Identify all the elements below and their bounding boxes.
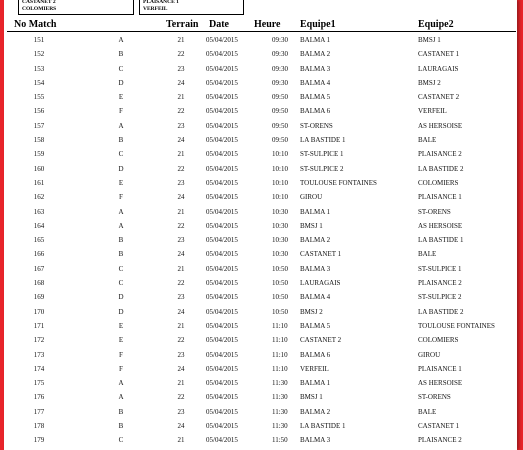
team-1: BALMA 4	[300, 293, 331, 302]
table-row	[4, 390, 517, 404]
team-2: CASTANET 1	[418, 422, 460, 431]
team-2: PLAISANCE 2	[418, 150, 462, 159]
group-letter: C	[118, 264, 124, 273]
match-number: 174	[33, 364, 45, 373]
table-row	[4, 362, 517, 376]
box-left-line2: COLOMIERS	[22, 6, 57, 12]
table-row	[4, 33, 517, 47]
match-time: 10:50	[272, 264, 288, 273]
match-number: 176	[33, 393, 45, 402]
table-row	[4, 376, 517, 390]
match-date: 05/04/2015	[206, 64, 238, 73]
match-number: 169	[33, 293, 45, 302]
header-heure: Heure	[254, 19, 281, 30]
table-row	[4, 419, 517, 433]
team-2: LA BASTIDE 2	[418, 164, 464, 173]
table-row	[4, 176, 517, 190]
match-time: 10:10	[272, 193, 288, 202]
table-row	[4, 276, 517, 290]
match-date: 05/04/2015	[206, 236, 238, 245]
team-1: TOULOUSE FONTAINES	[300, 178, 377, 187]
team-2: BALE	[418, 136, 437, 145]
field-number: 24	[177, 422, 185, 431]
table-row	[4, 247, 517, 261]
group-letter: A	[118, 36, 124, 44]
header-date: Date	[209, 19, 229, 30]
field-number: 22	[177, 50, 185, 59]
match-time: 09:50	[272, 136, 288, 145]
group-letter: A	[118, 393, 124, 402]
match-date: 05/04/2015	[206, 264, 238, 273]
match-time: 09:30	[272, 64, 288, 73]
match-number: 157	[33, 121, 45, 130]
table-row	[4, 433, 517, 447]
match-date: 05/04/2015	[206, 350, 238, 359]
team-2: VERFEIL	[418, 107, 447, 116]
match-date: 05/04/2015	[206, 164, 238, 173]
team-1: CASTANET 2	[300, 336, 342, 345]
group-letter: A	[118, 207, 124, 216]
match-time: 09:30	[272, 36, 288, 44]
team-1: BALMA 3	[300, 264, 331, 273]
team-1: BALMA 1	[300, 36, 331, 44]
group-letter: C	[118, 436, 124, 445]
match-date: 05/04/2015	[206, 178, 238, 187]
team-2: LA BASTIDE 1	[418, 236, 464, 245]
box-left-line1: CASTANET 2	[22, 0, 56, 5]
match-date: 05/04/2015	[206, 279, 238, 288]
match-time: 11:30	[272, 407, 288, 416]
match-date: 05/04/2015	[206, 307, 238, 316]
team-1: BALMA 1	[300, 379, 331, 388]
group-letter: B	[118, 236, 124, 245]
match-date: 05/04/2015	[206, 50, 238, 59]
group-letter: A	[118, 379, 124, 388]
team-2: ST-SULPICE 1	[418, 264, 462, 273]
table-row	[4, 119, 517, 133]
match-number: 160	[33, 164, 45, 173]
previous-match-box-right	[139, 0, 244, 15]
group-letter: C	[118, 64, 124, 73]
table-row	[4, 133, 517, 147]
match-date: 05/04/2015	[206, 207, 238, 216]
header-divider	[7, 31, 516, 32]
team-2: BALE	[418, 250, 437, 259]
table-row	[4, 190, 517, 204]
field-number: 24	[177, 307, 185, 316]
match-time: 09:30	[272, 50, 288, 59]
match-date: 05/04/2015	[206, 136, 238, 145]
match-number: 165	[33, 236, 45, 245]
match-table-body	[4, 33, 517, 448]
team-1: BMSJ 1	[300, 393, 323, 402]
match-number: 153	[33, 64, 45, 73]
match-time: 11:10	[272, 364, 288, 373]
match-time: 10:50	[272, 293, 288, 302]
field-number: 21	[177, 436, 185, 445]
team-2: COLOMIERS	[418, 336, 459, 345]
match-time: 11:10	[272, 350, 288, 359]
group-letter: F	[119, 107, 123, 116]
field-number: 23	[177, 121, 185, 130]
field-number: 21	[177, 150, 185, 159]
field-number: 23	[177, 178, 185, 187]
match-number: 152	[33, 50, 45, 59]
match-date: 05/04/2015	[206, 407, 238, 416]
team-2: PLAISANCE 1	[418, 364, 462, 373]
table-row	[4, 147, 517, 161]
match-date: 05/04/2015	[206, 336, 238, 345]
team-2: PLAISANCE 1	[418, 193, 462, 202]
header-equipe1: Equipe1	[300, 19, 336, 30]
team-1: VERFEIL	[300, 364, 329, 373]
group-letter: B	[118, 422, 124, 431]
table-row	[4, 305, 517, 319]
group-letter: B	[118, 407, 124, 416]
match-date: 05/04/2015	[206, 250, 238, 259]
match-time: 10:10	[272, 178, 288, 187]
team-2: CASTANET 2	[418, 93, 460, 102]
team-1: BALMA 6	[300, 107, 331, 116]
team-1: BALMA 6	[300, 350, 331, 359]
field-number: 23	[177, 64, 185, 73]
table-row	[4, 104, 517, 118]
group-letter: B	[118, 136, 124, 145]
group-letter: E	[118, 93, 124, 102]
team-1: BALMA 2	[300, 236, 331, 245]
team-1: BALMA 5	[300, 321, 331, 330]
field-number: 24	[177, 250, 185, 259]
match-number: 154	[33, 78, 45, 87]
team-1: BMSJ 2	[300, 307, 323, 316]
match-date: 05/04/2015	[206, 121, 238, 130]
match-time: 10:30	[272, 250, 288, 259]
match-time: 11:10	[272, 336, 288, 345]
team-1: BALMA 5	[300, 93, 331, 102]
match-date: 05/04/2015	[206, 78, 238, 87]
match-date: 05/04/2015	[206, 36, 238, 44]
match-time: 10:10	[272, 164, 288, 173]
team-2: BMSJ 1	[418, 36, 441, 44]
group-letter: B	[118, 50, 124, 59]
team-1: BALMA 3	[300, 64, 331, 73]
table-row	[4, 290, 517, 304]
group-letter: F	[119, 193, 123, 202]
match-number: 164	[33, 221, 45, 230]
match-date: 05/04/2015	[206, 422, 238, 431]
field-number: 21	[177, 321, 185, 330]
match-number: 173	[33, 350, 45, 359]
group-letter: B	[118, 250, 124, 259]
match-time: 11:30	[272, 393, 288, 402]
match-number: 161	[33, 178, 45, 187]
team-1: LA BASTIDE 1	[300, 136, 346, 145]
match-number: 156	[33, 107, 45, 116]
team-1: GIROU	[300, 193, 323, 202]
match-number: 179	[33, 436, 45, 445]
field-number: 23	[177, 293, 185, 302]
team-1: BALMA 2	[300, 50, 331, 59]
match-time: 11:50	[272, 436, 288, 445]
match-number: 163	[33, 207, 45, 216]
match-number: 170	[33, 307, 45, 316]
match-date: 05/04/2015	[206, 193, 238, 202]
match-time: 09:50	[272, 121, 288, 130]
match-number: 172	[33, 336, 45, 345]
match-time: 10:10	[272, 150, 288, 159]
match-date: 05/04/2015	[206, 93, 238, 102]
box-right-line1: PLAISANCE 1	[143, 0, 179, 5]
field-number: 21	[177, 264, 185, 273]
field-number: 24	[177, 364, 185, 373]
team-2: GIROU	[418, 350, 441, 359]
team-2: BALE	[418, 407, 437, 416]
match-time: 11:30	[272, 422, 288, 431]
match-time: 11:30	[272, 379, 288, 388]
field-number: 21	[177, 93, 185, 102]
match-time: 10:30	[272, 207, 288, 216]
field-number: 22	[177, 336, 185, 345]
table-row	[4, 205, 517, 219]
field-number: 22	[177, 279, 185, 288]
group-letter: A	[118, 121, 124, 130]
match-date: 05/04/2015	[206, 436, 238, 445]
group-letter: A	[118, 221, 124, 230]
field-number: 23	[177, 236, 185, 245]
team-2: AS HERSOISE	[418, 121, 463, 130]
team-2: ST-ORENS	[418, 393, 451, 402]
table-row	[4, 62, 517, 76]
match-number: 166	[33, 250, 45, 259]
team-1: CASTANET 1	[300, 250, 342, 259]
match-number: 159	[33, 150, 45, 159]
match-time: 11:10	[272, 321, 288, 330]
group-letter: D	[118, 78, 124, 87]
header-terrain: Terrain	[166, 19, 199, 30]
match-number: 151	[33, 36, 45, 44]
field-number: 24	[177, 193, 185, 202]
team-2: LAURAGAIS	[418, 64, 459, 73]
table-row	[4, 90, 517, 104]
match-date: 05/04/2015	[206, 393, 238, 402]
field-number: 24	[177, 136, 185, 145]
match-number: 155	[33, 93, 45, 102]
match-number: 177	[33, 407, 45, 416]
table-row	[4, 319, 517, 333]
field-number: 22	[177, 393, 185, 402]
group-letter: D	[118, 164, 124, 173]
document-page	[4, 0, 517, 450]
match-time: 09:30	[272, 78, 288, 87]
team-2: LA BASTIDE 2	[418, 307, 464, 316]
header-equipe2: Equipe2	[418, 19, 454, 30]
table-row	[4, 348, 517, 362]
match-time: 10:30	[272, 221, 288, 230]
box-right-line2: VERFEIL	[143, 6, 168, 12]
match-number: 175	[33, 379, 45, 388]
match-date: 05/04/2015	[206, 321, 238, 330]
team-1: BMSJ 1	[300, 221, 323, 230]
team-1: BALMA 2	[300, 407, 331, 416]
match-time: 09:50	[272, 93, 288, 102]
team-1: ST-SULPICE 2	[300, 164, 344, 173]
group-letter: F	[119, 350, 123, 359]
field-number: 22	[177, 107, 185, 116]
team-1: ST-SULPICE 1	[300, 150, 344, 159]
table-row	[4, 47, 517, 61]
match-number: 162	[33, 193, 45, 202]
field-number: 21	[177, 379, 185, 388]
team-2: AS HERSOISE	[418, 221, 463, 230]
group-letter: C	[118, 150, 124, 159]
match-time: 10:50	[272, 307, 288, 316]
field-number: 23	[177, 407, 185, 416]
table-row	[4, 219, 517, 233]
match-date: 05/04/2015	[206, 150, 238, 159]
field-number: 21	[177, 36, 185, 44]
field-number: 21	[177, 207, 185, 216]
table-row	[4, 162, 517, 176]
team-2: PLAISANCE 2	[418, 436, 462, 445]
team-1: BALMA 3	[300, 436, 331, 445]
group-letter: E	[118, 178, 124, 187]
team-2: ST-ORENS	[418, 207, 451, 216]
group-letter: D	[118, 307, 124, 316]
group-letter: D	[118, 293, 124, 302]
team-1: LA BASTIDE 1	[300, 422, 346, 431]
team-1: LAURAGAIS	[300, 279, 341, 288]
team-2: PLAISANCE 2	[418, 279, 462, 288]
field-number: 22	[177, 221, 185, 230]
match-date: 05/04/2015	[206, 221, 238, 230]
group-letter: F	[119, 364, 123, 373]
table-row	[4, 262, 517, 276]
match-date: 05/04/2015	[206, 293, 238, 302]
team-2: COLOMIERS	[418, 178, 459, 187]
table-row	[4, 233, 517, 247]
match-time: 10:50	[272, 279, 288, 288]
match-number: 168	[33, 279, 45, 288]
match-date: 05/04/2015	[206, 379, 238, 388]
table-header	[4, 17, 517, 31]
group-letter: E	[118, 321, 124, 330]
match-number: 158	[33, 136, 45, 145]
field-number: 23	[177, 350, 185, 359]
team-1: BALMA 1	[300, 207, 331, 216]
match-time: 10:30	[272, 236, 288, 245]
match-number: 178	[33, 422, 45, 431]
group-letter: E	[118, 336, 124, 345]
match-time: 09:50	[272, 107, 288, 116]
team-2: ST-SULPICE 2	[418, 293, 462, 302]
field-number: 22	[177, 164, 185, 173]
team-2: BMSJ 2	[418, 78, 441, 87]
group-letter: C	[118, 279, 124, 288]
previous-match-box-left	[18, 0, 134, 15]
team-2: AS HERSOISE	[418, 379, 463, 388]
match-date: 05/04/2015	[206, 107, 238, 116]
team-2: CASTANET 1	[418, 50, 460, 59]
team-1: ST-ORENS	[300, 121, 333, 130]
table-row	[4, 333, 517, 347]
match-date: 05/04/2015	[206, 364, 238, 373]
table-row	[4, 405, 517, 419]
header-no-match: No Match	[14, 19, 57, 30]
team-1: BALMA 4	[300, 78, 331, 87]
match-number: 167	[33, 264, 45, 273]
match-number: 171	[33, 321, 45, 330]
field-number: 24	[177, 78, 185, 87]
table-row	[4, 76, 517, 90]
team-2: TOULOUSE FONTAINES	[418, 321, 495, 330]
